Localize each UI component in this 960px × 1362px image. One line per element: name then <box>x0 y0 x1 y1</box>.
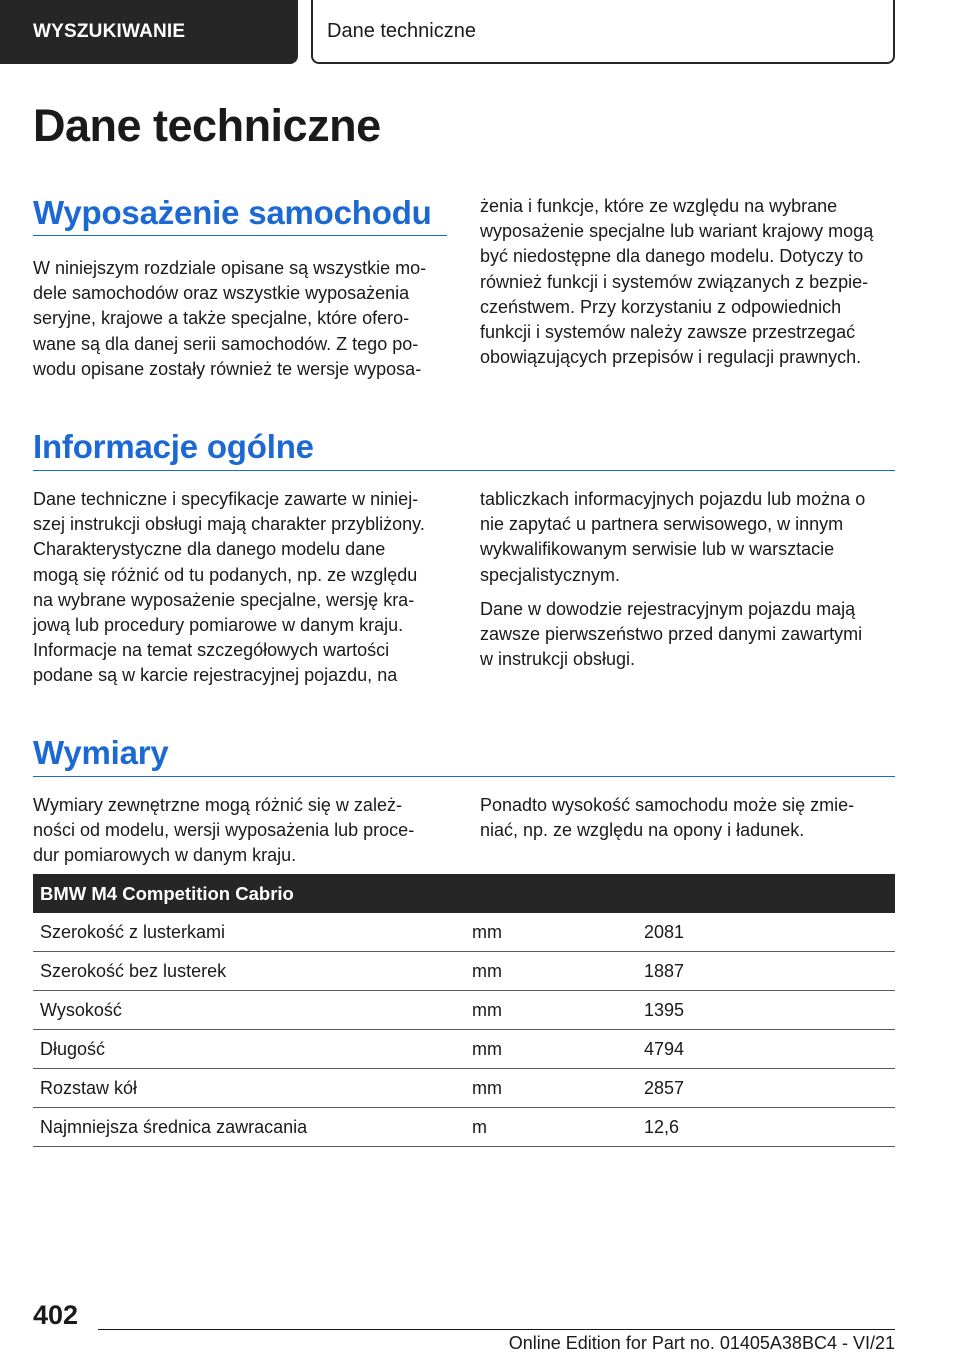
equipment-text-col2 <box>480 194 895 370</box>
row-label: Najmniejsza średnica zawracania <box>33 1108 465 1147</box>
page-title: Dane techniczne <box>33 100 381 151</box>
text-line: jową lub procedury pomiarowe w danym kraju. <box>33 615 404 636</box>
table-row <box>33 913 895 952</box>
text-line: czeństwem. Przy korzystaniu z odpowiednich <box>480 296 842 317</box>
table-header-row <box>33 874 895 913</box>
dimensions-text-col2 <box>480 793 895 843</box>
footer-divider <box>98 1329 895 1330</box>
heading-underline <box>33 235 447 236</box>
search-tab[interactable]: WYSZUKIWANIE <box>0 0 298 64</box>
text-line: mogą się różnić od tu podanych, np. ze względu <box>33 564 418 585</box>
table-row <box>33 1069 895 1108</box>
row-label: Wysokość <box>33 991 465 1030</box>
row-value: 12,6 <box>637 1108 895 1147</box>
row-value: 4794 <box>637 1030 895 1069</box>
table-row <box>33 952 895 991</box>
table-row <box>33 1108 895 1147</box>
heading-underline <box>33 470 895 471</box>
text-line: w instrukcji obsługi. <box>480 649 636 670</box>
text-line: nie zapytać u partnera serwisowego, w innym <box>480 514 844 535</box>
text-line: wyposażenie specjalne lub wariant krajowy mogą <box>480 221 874 242</box>
text-line: specjalistycznym. <box>480 564 621 585</box>
text-line: szej instrukcji obsługi mają charakter przybliżony. <box>33 514 425 535</box>
text-line: dur pomiarowych w danym kraju. <box>33 845 297 866</box>
text-line: Ponadto wysokość samochodu może się zmie‐ <box>480 795 855 815</box>
row-label: Szerokość bez lusterek <box>33 952 465 991</box>
general-text-col2 <box>480 487 895 672</box>
heading-dimensions: Wymiary <box>33 734 169 771</box>
heading-general: Informacje ogólne <box>33 428 314 465</box>
row-unit: mm <box>465 1069 637 1108</box>
text-line: Informacje na temat szczegółowych wartości <box>33 640 390 661</box>
row-unit: mm <box>465 991 637 1030</box>
row-unit: mm <box>465 913 637 952</box>
text-line: wodu opisane zostały również te wersje wyposa‐ <box>33 358 422 379</box>
text-line: wane są dla danej serii samochodów. Z tego po‐ <box>33 333 419 354</box>
row-label: Długość <box>33 1030 465 1069</box>
heading-underline <box>33 776 895 777</box>
table-row <box>33 991 895 1030</box>
row-label: Szerokość z lusterkami <box>33 913 465 952</box>
row-unit: mm <box>465 952 637 991</box>
general-text-col1 <box>33 487 453 689</box>
text-line: na wybrane wyposażenie specjalne, wersję kra‐ <box>33 589 415 610</box>
text-line: niać, np. ze względu na opony i ładunek. <box>480 820 805 841</box>
row-value: 2081 <box>637 913 895 952</box>
text-line: W niniejszym rozdziale opisane są wszystkie mo‐ <box>33 258 427 278</box>
paragraph-gap <box>480 588 895 597</box>
equipment-text-col1 <box>33 256 447 382</box>
text-line: Dane w dowodzie rejestracyjnym pojazdu mają <box>480 598 856 619</box>
dimensions-text-col1 <box>33 793 453 869</box>
table-title: BMW M4 Competition Cabrio <box>33 874 895 913</box>
row-unit: m <box>465 1108 637 1147</box>
top-navigation <box>0 0 960 66</box>
row-label: Rozstaw kół <box>33 1069 465 1108</box>
text-line: Wymiary zewnętrzne mogą różnić się w zależ‐ <box>33 795 402 815</box>
text-line: zawsze pierwszeństwo przed danymi zawartymi <box>480 624 863 645</box>
text-line: ności od modelu, wersji wyposażenia lub proce‐ <box>33 820 415 841</box>
text-line: również funkcji i systemów związanych z bezpie‐ <box>480 271 869 292</box>
text-line: dele samochodów oraz wszystkie wyposażenia <box>33 283 410 304</box>
text-line: seryjne, krajowe a także specjalne, które ofero‐ <box>33 308 410 329</box>
text-line: tabliczkach informacyjnych pojazdu lub można o <box>480 489 866 509</box>
text-line: Charakterystyczne dla danego modelu dane <box>33 539 386 560</box>
table-row <box>33 1030 895 1069</box>
heading-equipment: Wyposażenie samochodu <box>33 194 432 231</box>
dimensions-table <box>33 874 895 1147</box>
page-number: 402 <box>33 1300 79 1330</box>
row-value: 1887 <box>637 952 895 991</box>
row-value: 1395 <box>637 991 895 1030</box>
section-tab[interactable]: Dane techniczne <box>311 0 895 64</box>
row-value: 2857 <box>637 1069 895 1108</box>
text-line: wykwalifikowanym serwisie lub w warsztacie <box>480 539 835 560</box>
text-line: podane są w karcie rejestracyjnej pojazdu, na <box>33 665 398 686</box>
row-unit: mm <box>465 1030 637 1069</box>
text-line: funkcji i systemów należy zawsze przestrzegać <box>480 322 856 343</box>
text-line: obowiązujących przepisów i regulacji prawnych. <box>480 347 862 368</box>
footer-edition-text: Online Edition for Part no. 01405A38BC4 - VI/21 <box>508 1333 895 1353</box>
text-line: Dane techniczne i specyfikacje zawarte w niniej‐ <box>33 489 419 509</box>
text-line: być niedostępne dla danego modelu. Dotyczy to <box>480 246 864 267</box>
text-line: żenia i funkcje, które ze względu na wybrane <box>480 196 838 216</box>
